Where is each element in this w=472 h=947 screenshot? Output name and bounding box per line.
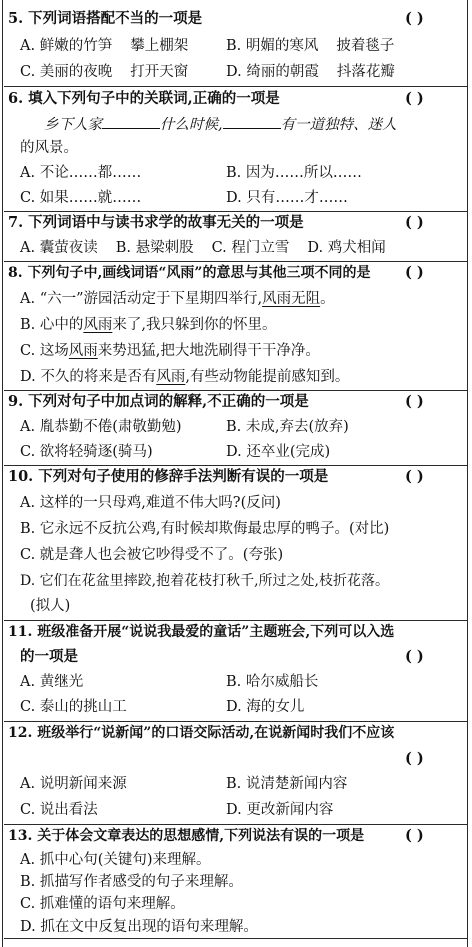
q12-stem: 12. 班级举行“说新闻”的口语交际活动,在说新闻时我们不应该 — [8, 725, 395, 741]
q6-sentence-part2: 什么时候, — [160, 117, 223, 133]
q8-answer-paren[interactable]: ( ) — [405, 264, 424, 281]
q11-option-a: A. 黄继光 — [20, 674, 84, 690]
divider-q11 — [4, 721, 468, 722]
divider-q7 — [4, 261, 468, 262]
q8-d-end: ,有些动物能提前感知到。 — [185, 369, 350, 385]
q11-stem-cont: 的一项是 — [20, 648, 78, 665]
q8-d-underlined: 风雨 — [156, 369, 186, 385]
q8-c-text: C. 这场 — [20, 343, 69, 359]
q9-option-a: A. 胤恭勤不倦(肃敬勤勉) — [20, 419, 182, 435]
q11-option-d: D. 海的女儿 — [226, 699, 305, 715]
q8-option-b — [20, 315, 276, 337]
q7-answer-paren[interactable]: ( ) — [405, 214, 424, 231]
q10-option-b: B. 它永远不反抗公鸡,有时候却欺侮最忠厚的鸭子。(对比) — [20, 521, 390, 537]
q5-stem: 5. 下列词语搭配不当的一项是 — [8, 10, 203, 27]
q6-blank-2[interactable] — [223, 114, 281, 129]
q10-answer-paren[interactable]: ( ) — [405, 468, 424, 485]
q11-option-b: B. 哈尔威船长 — [226, 674, 319, 690]
q5-c-part1: C. 美丽的夜晚 — [20, 64, 113, 80]
q8-option-a — [20, 289, 335, 311]
q11-stem: 11. 班级准备开展“说说我最爱的童话”主题班会,下列可以入选 — [8, 624, 395, 640]
q9-option-d: D. 还卒业(完成) — [226, 444, 331, 460]
q5-b-part1: B. 明媚的寒风 — [226, 38, 319, 54]
q8-a-end: 。 — [320, 291, 335, 307]
q10-stem: 10. 下列对句子使用的修辞手法判断有误的一项是 — [8, 468, 329, 485]
q13-option-c: C. 抓难懂的语句来理解。 — [20, 896, 185, 912]
divider-q12 — [4, 824, 468, 825]
q6-sentence-part3: 有一道独特、迷人 — [280, 117, 397, 133]
q8-a-underlined: 风雨无阻 — [262, 291, 321, 307]
q11-answer-paren[interactable]: ( ) — [405, 648, 424, 665]
q13-option-d-wrap — [20, 916, 258, 938]
q5-option-b — [226, 36, 394, 58]
q5-option-c — [20, 62, 188, 84]
q7-option-c: C. 程门立雪 — [211, 240, 290, 256]
q6-answer-paren[interactable]: ( ) — [405, 90, 424, 107]
q5-d-part1: D. 绮丽的朝霞 — [226, 64, 319, 80]
q8-stem: 8. 下列句子中,画线词语“风雨”的意思与其他三项不同的是 — [8, 265, 371, 281]
divider-q8 — [4, 390, 468, 391]
q8-a-text: A. “六一”游园活动定于下星期四举行, — [20, 291, 263, 307]
right-border — [467, 0, 468, 947]
q9-option-b: B. 未成,弃去(放弃) — [226, 419, 349, 435]
q12-option-b: B. 说清楚新闻内容 — [226, 776, 348, 792]
q9-answer-paren[interactable]: ( ) — [405, 393, 424, 410]
q9-stem: 9. 下列对句子中加点词的解释,不正确的一项是 — [8, 393, 309, 410]
q7-option-a: A. 囊萤夜读 — [20, 240, 98, 256]
q5-option-d — [226, 62, 395, 84]
q6-option-c: C. 如果……就…… — [20, 190, 142, 206]
q10-option-d-cont: (拟人) — [30, 598, 71, 614]
divider-q5 — [4, 86, 468, 87]
q6-sentence — [44, 114, 397, 136]
q5-b-part2: 披着毯子 — [336, 38, 395, 54]
bottom-border — [4, 938, 468, 939]
q5-a-part1: A. 鲜嫩的竹笋 — [20, 38, 113, 54]
q6-option-b: B. 因为……所以…… — [226, 165, 362, 181]
q8-b-text: B. 心中的 — [20, 317, 84, 333]
q10-option-d: D. 它们在花盆里摔跤,抱着花枝打秋千,所过之处,枝折花落。 — [20, 573, 389, 589]
q6-option-d: D. 只有……才…… — [226, 190, 348, 206]
q7-stem: 7. 下列词语中与读书求学的故事无关的一项是 — [8, 214, 304, 231]
divider-q6 — [4, 211, 468, 212]
q8-b-underlined: 风雨 — [83, 317, 113, 333]
q5-d-part2: 抖落花瓣 — [336, 64, 395, 80]
q13-answer-paren[interactable]: ( ) — [405, 827, 424, 844]
q5-c-part2: 打开天窗 — [130, 64, 189, 80]
q10-option-c: C. 就是聋人也会被它吵得受不了。(夸张) — [20, 547, 284, 563]
q5-option-a — [20, 36, 188, 58]
q6-blank-1[interactable] — [102, 114, 160, 129]
q13-stem: 13. 关于体会文章表达的思想感情,下列说法有误的一项是 — [8, 828, 365, 844]
q9-option-c: C. 欲将轻骑逐(骑马) — [20, 444, 153, 460]
q13-option-d: D. 抓在文中反复出现的语句来理解。 — [20, 919, 258, 935]
divider-q9 — [4, 465, 468, 466]
q13-option-a: A. 抓中心句(关键句)来理解。 — [20, 852, 211, 868]
q7-option-b: B. 悬梁刺股 — [115, 240, 194, 256]
q12-option-a: A. 说明新闻来源 — [20, 776, 127, 792]
q6-option-a: A. 不论……都…… — [20, 165, 142, 181]
q7-options — [20, 238, 386, 260]
q8-d-text: D. 不久的将来是否有 — [20, 369, 157, 385]
left-border — [2, 0, 3, 947]
q12-option-c: C. 说出看法 — [20, 802, 98, 818]
q6-stem: 6. 填入下列句子中的关联词,正确的一项是 — [8, 90, 280, 107]
q8-option-c — [20, 341, 320, 363]
divider-q10 — [4, 620, 468, 621]
q8-b-end: 来了,我只躲到你的怀里。 — [112, 317, 277, 333]
q6-sentence-cont: 的风景。 — [20, 140, 78, 156]
q11-option-c: C. 泰山的挑山工 — [20, 699, 127, 715]
q8-c-underlined: 风雨 — [68, 343, 98, 359]
q8-option-d — [20, 367, 349, 389]
q6-sentence-part1: 乡下人家 — [44, 117, 102, 133]
q12-option-d: D. 更改新闻内容 — [226, 802, 334, 818]
q7-option-d: D. 鸡犬相闻 — [307, 240, 386, 256]
q13-option-b: B. 抓描写作者感受的句子来理解。 — [20, 874, 243, 890]
q10-option-a: A. 这样的一只母鸡,难道不伟大吗?(反问) — [20, 495, 281, 511]
q5-answer-paren[interactable]: ( ) — [405, 10, 424, 27]
q5-a-part2: 攀上棚架 — [130, 38, 189, 54]
q8-c-end: 来势迅猛,把大地洗刷得干干净净。 — [97, 343, 320, 359]
q12-answer-paren[interactable]: ( ) — [405, 750, 424, 767]
